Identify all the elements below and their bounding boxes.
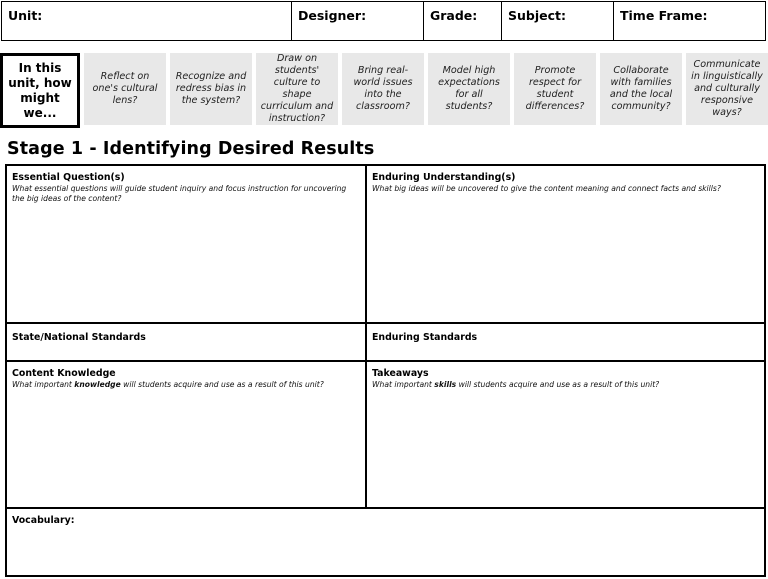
time-frame-field[interactable]: Time Frame: [620, 8, 708, 23]
prompt-item: Reflect on one's cultural lens? [84, 53, 166, 125]
state-standards-box[interactable] [7, 324, 365, 360]
section-description: What essential questions will guide student inquiry and focus instruction for uncovering the big ideas of the content? [12, 184, 347, 203]
section-label: Enduring Understanding(s) [372, 172, 516, 183]
enduring-standards-box[interactable] [367, 324, 764, 360]
section-description: What important knowledge will students acquire and use as a result of this unit? [12, 380, 324, 389]
unit-header-table [1, 1, 766, 41]
section-label: Vocabulary: [12, 515, 75, 526]
section-label: Content Knowledge [12, 368, 116, 379]
stage-title: Stage 1 - Identifying Desired Results [7, 139, 375, 159]
section-label: Takeaways [372, 368, 429, 379]
prompt-item: Communicate in linguistically and culturally responsive ways? [686, 53, 768, 125]
prompt-item: Collaborate with families and the local community? [600, 53, 682, 125]
prompt-row [0, 53, 768, 128]
grade-field[interactable]: Grade: [424, 2, 502, 40]
takeaways-box[interactable] [367, 362, 764, 507]
section-label: Enduring Standards [372, 332, 478, 343]
prompt-item: Recognize and redress bias in the system? [170, 53, 252, 125]
prompt-item: Draw on students' culture to shape curriculum and instruction? [256, 53, 338, 125]
section-label: Essential Question(s) [12, 172, 125, 183]
section-description: What important skills will students acquire and use as a result of this unit? [372, 380, 660, 389]
essential-questions-box[interactable] [7, 166, 365, 322]
prompt-item: Model high expectations for all students? [428, 53, 510, 125]
prompt-heading: In this unit, how might we... [0, 53, 80, 128]
prompt-item: Promote respect for student differences? [514, 53, 596, 125]
designer-field[interactable]: Designer: [292, 2, 424, 40]
desired-results-grid [5, 164, 766, 577]
vocabulary-box[interactable] [7, 509, 764, 575]
content-knowledge-box[interactable] [7, 362, 365, 507]
section-description: What big ideas will be uncovered to give the content meaning and connect facts and skills? [372, 184, 721, 193]
unit-field[interactable]: Unit: [2, 2, 292, 40]
section-label: State/National Standards [12, 332, 146, 343]
subject-field[interactable]: Subject: [502, 2, 614, 40]
enduring-understandings-box[interactable] [367, 166, 764, 322]
prompt-item: Bring real-world issues into the classroom? [342, 53, 424, 125]
